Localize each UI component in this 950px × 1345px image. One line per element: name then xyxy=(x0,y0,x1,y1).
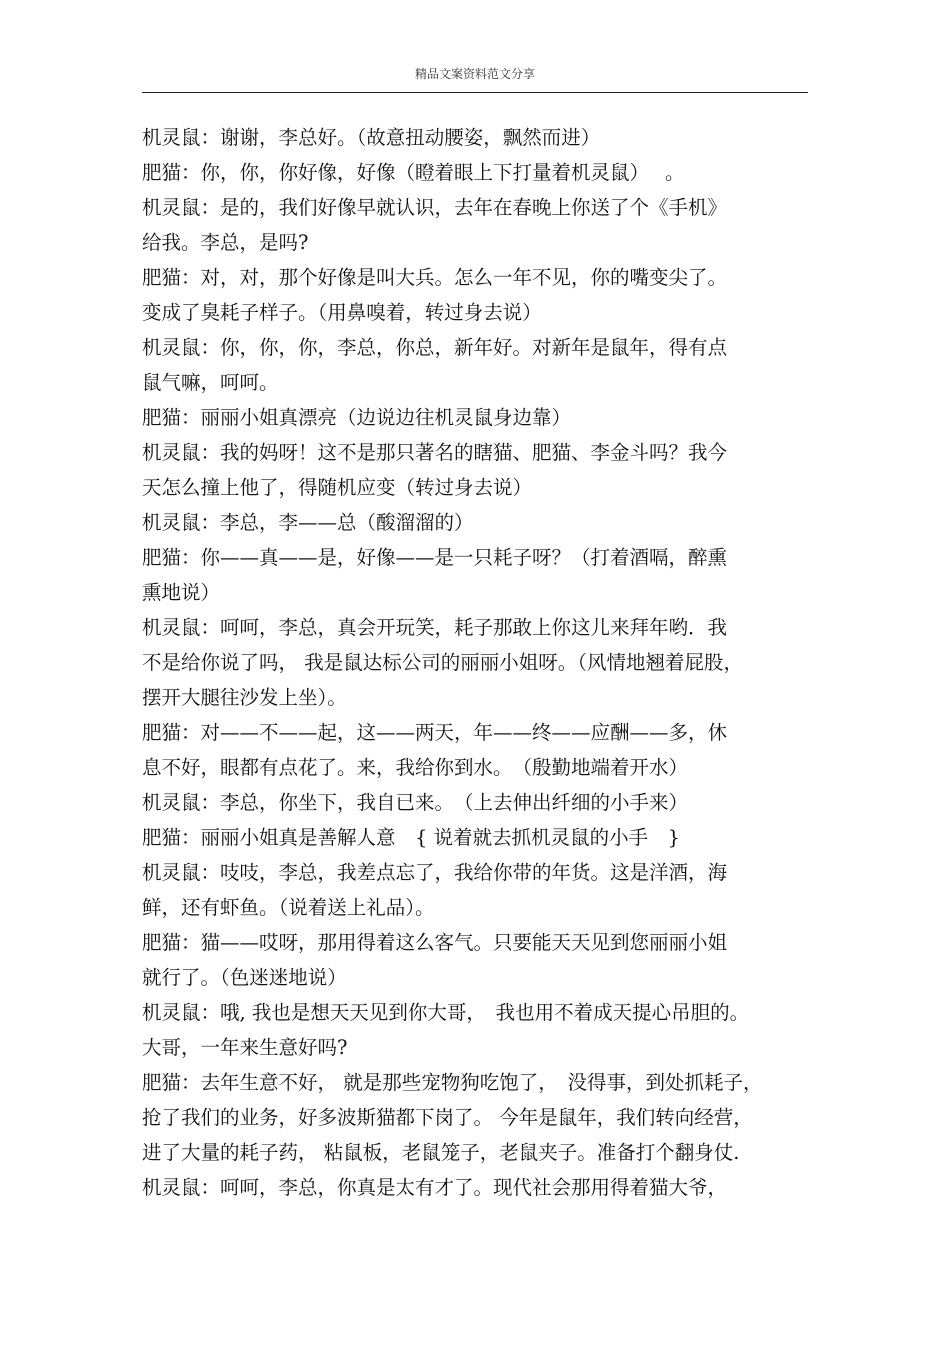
text-line: 机灵鼠：李总，你坐下，我自已来。 （上去伸出纤细的小手来） xyxy=(142,791,689,814)
text-line: 机灵鼠：哦, 我也是想天天见到你大哥， 我也用不着成天提心吊胆的。 xyxy=(142,1001,750,1024)
page-header xyxy=(142,64,808,93)
text-line: 天怎么撞上他了，得随机应变（转过身去说） xyxy=(142,476,533,499)
text-line: 鲜，还有虾鱼。（说着送上礼品）。 xyxy=(142,896,435,919)
text-line: 就行了。（色迷迷地说） xyxy=(142,966,347,989)
text-line: 息不好，眼都有点花了。来，我给你到水。 （殷勤地端着开水） xyxy=(142,756,689,779)
text-line: 肥猫：丽丽小姐真漂亮（边说边往机灵鼠身边靠） xyxy=(142,406,572,429)
text-line: 机灵鼠：你，你，你，李总，你总，新年好。对新年是鼠年，得有点 xyxy=(142,336,728,359)
text-line: 机灵鼠：谢谢，李总好。（故意扭动腰姿，飘然而进） xyxy=(142,126,601,149)
text-line: 机灵鼠：我的妈呀！这不是那只著名的瞎猫、肥猫、李金斗吗？我今 xyxy=(142,441,728,464)
text-line: 肥猫：对——不——起，这——两天，年——终——应酬——多，休 xyxy=(142,721,728,744)
text-line: 进了大量的耗子药， 粘鼠板，老鼠笼子，老鼠夹子。准备打个翻身仗. xyxy=(142,1141,740,1164)
text-line: 鼠气嘛，呵呵。 xyxy=(142,371,279,394)
text-line: 肥猫：丽丽小姐真是善解人意 { 说着就去抓机灵鼠的小手 } xyxy=(142,826,681,849)
text-line: 肥猫：对，对，那个好像是叫大兵。怎么一年不见，你的嘴变尖了。 xyxy=(142,266,728,289)
text-line: 机灵鼠：呵呵，李总，你真是太有才了。现代社会那用得着猫大爷， xyxy=(142,1176,728,1199)
text-line: 机灵鼠：吱吱，李总，我差点忘了，我给你带的年货。这是洋酒，海 xyxy=(142,861,728,884)
text-line: 机灵鼠：是的，我们好像早就认识，去年在春晚上你送了个《手机》 xyxy=(142,196,728,219)
text-line: 机灵鼠：呵呵，李总，真会开玩笑，耗子那敢上你这儿来拜年哟．我 xyxy=(142,616,728,639)
text-line: 给我。李总，是吗? xyxy=(142,231,309,254)
text-line: 肥猫：你——真——是，好像——是一只耗子呀？（打着酒嗝，醉熏 xyxy=(142,546,728,569)
text-line: 熏地说） xyxy=(142,581,221,604)
text-line: 摆开大腿往沙发上坐）。 xyxy=(142,686,347,709)
text-line: 大哥，一年来生意好吗? xyxy=(142,1036,348,1059)
text-line: 肥猫：去年生意不好， 就是那些宠物狗吃饱了， 没得事，到处抓耗子， xyxy=(142,1071,763,1094)
page-header-title: 精品文案资料范文分享 xyxy=(414,67,535,81)
text-line: 抢了我们的业务，好多波斯猫都下岗了。 今年是鼠年，我们转向经营， xyxy=(142,1106,753,1129)
text-line: 变成了臭耗子样子。（用鼻嗅着，转过身去说） xyxy=(142,301,542,324)
text-line: 肥猫：你，你，你好像，好像（瞪着眼上下打量着机灵鼠） 。 xyxy=(142,161,685,184)
text-line: 不是给你说了吗， 我是鼠达标公司的丽丽小姐呀。（风情地翘着屁股， xyxy=(142,651,743,674)
text-line: 肥猫：猫——哎呀，那用得着这么客气。只要能天天见到您丽丽小姐 xyxy=(142,931,728,954)
text-line: 机灵鼠：李总，李——总（酸溜溜的） xyxy=(142,511,474,534)
document-body xyxy=(142,120,808,1205)
